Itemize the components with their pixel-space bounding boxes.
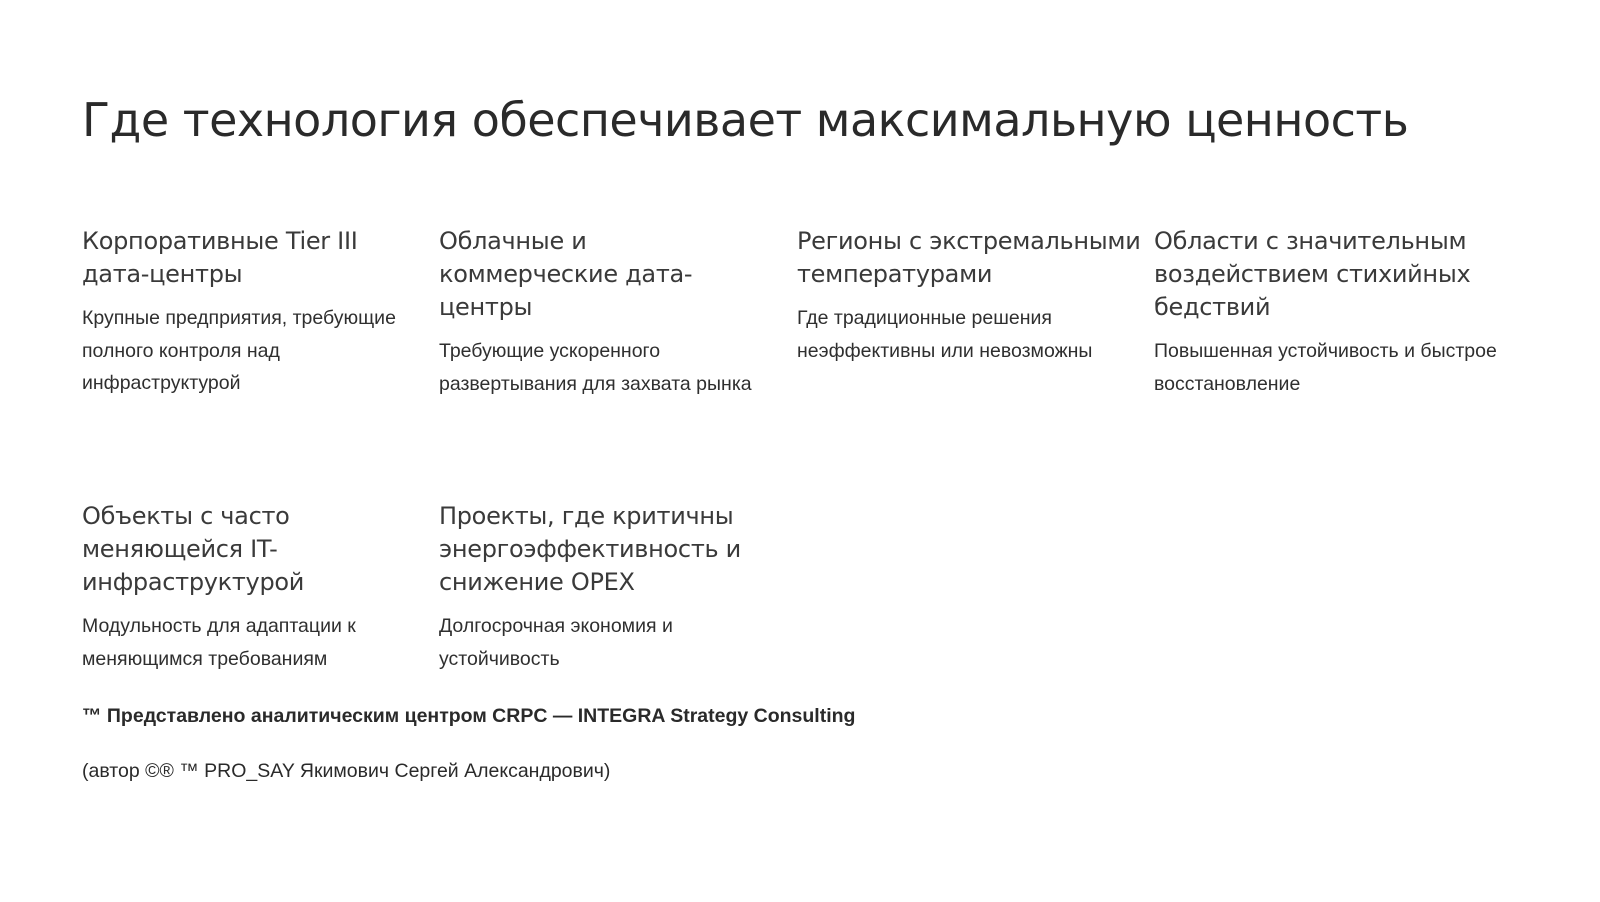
card-description: Повышенная устойчивость и быстрое восстановление	[1154, 340, 1497, 395]
card-description: Крупные предприятия, требующие полного контроля над инфраструктурой	[82, 307, 396, 394]
card-heading: Объекты с часто меняющейся IT-инфраструктурой	[82, 502, 305, 596]
footer-credit: ™ Представлено аналитическим центром CRPC — INTEGRA Strategy Consulting	[82, 705, 856, 727]
card-heading: Проекты, где критичны энергоэффективность и снижение OPEX	[439, 502, 741, 596]
card-description: Долгосрочная экономия и устойчивость	[439, 615, 673, 670]
card-heading: Облачные и коммерческие дата-центры	[439, 227, 693, 321]
page-title: Где технология обеспечивает максимальную ценность	[82, 93, 1409, 147]
card-heading: Области с значительным воздействием стихийных бедствий	[1154, 227, 1471, 321]
card-natural-disasters	[1154, 225, 1499, 400]
footer-author: (автор ©® ™ PRO_SAY Якимович Сергей Александрович)	[82, 760, 611, 782]
card-changing-it-infrastructure	[82, 500, 412, 675]
card-description: Требующие ускоренного развертывания для захвата рынка	[439, 340, 752, 395]
card-enterprise-datacenters	[82, 225, 427, 400]
card-heading: Корпоративные Tier III дата-центры	[82, 227, 358, 288]
card-description: Модульность для адаптации к меняющимся требованиям	[82, 615, 356, 670]
card-extreme-temperatures	[797, 225, 1142, 367]
card-description: Где традиционные решения неэффективны или невозможны	[797, 307, 1093, 362]
card-heading: Регионы с экстремальными температурами	[797, 227, 1141, 288]
card-cloud-datacenters	[439, 225, 769, 400]
card-energy-efficiency	[439, 500, 769, 675]
